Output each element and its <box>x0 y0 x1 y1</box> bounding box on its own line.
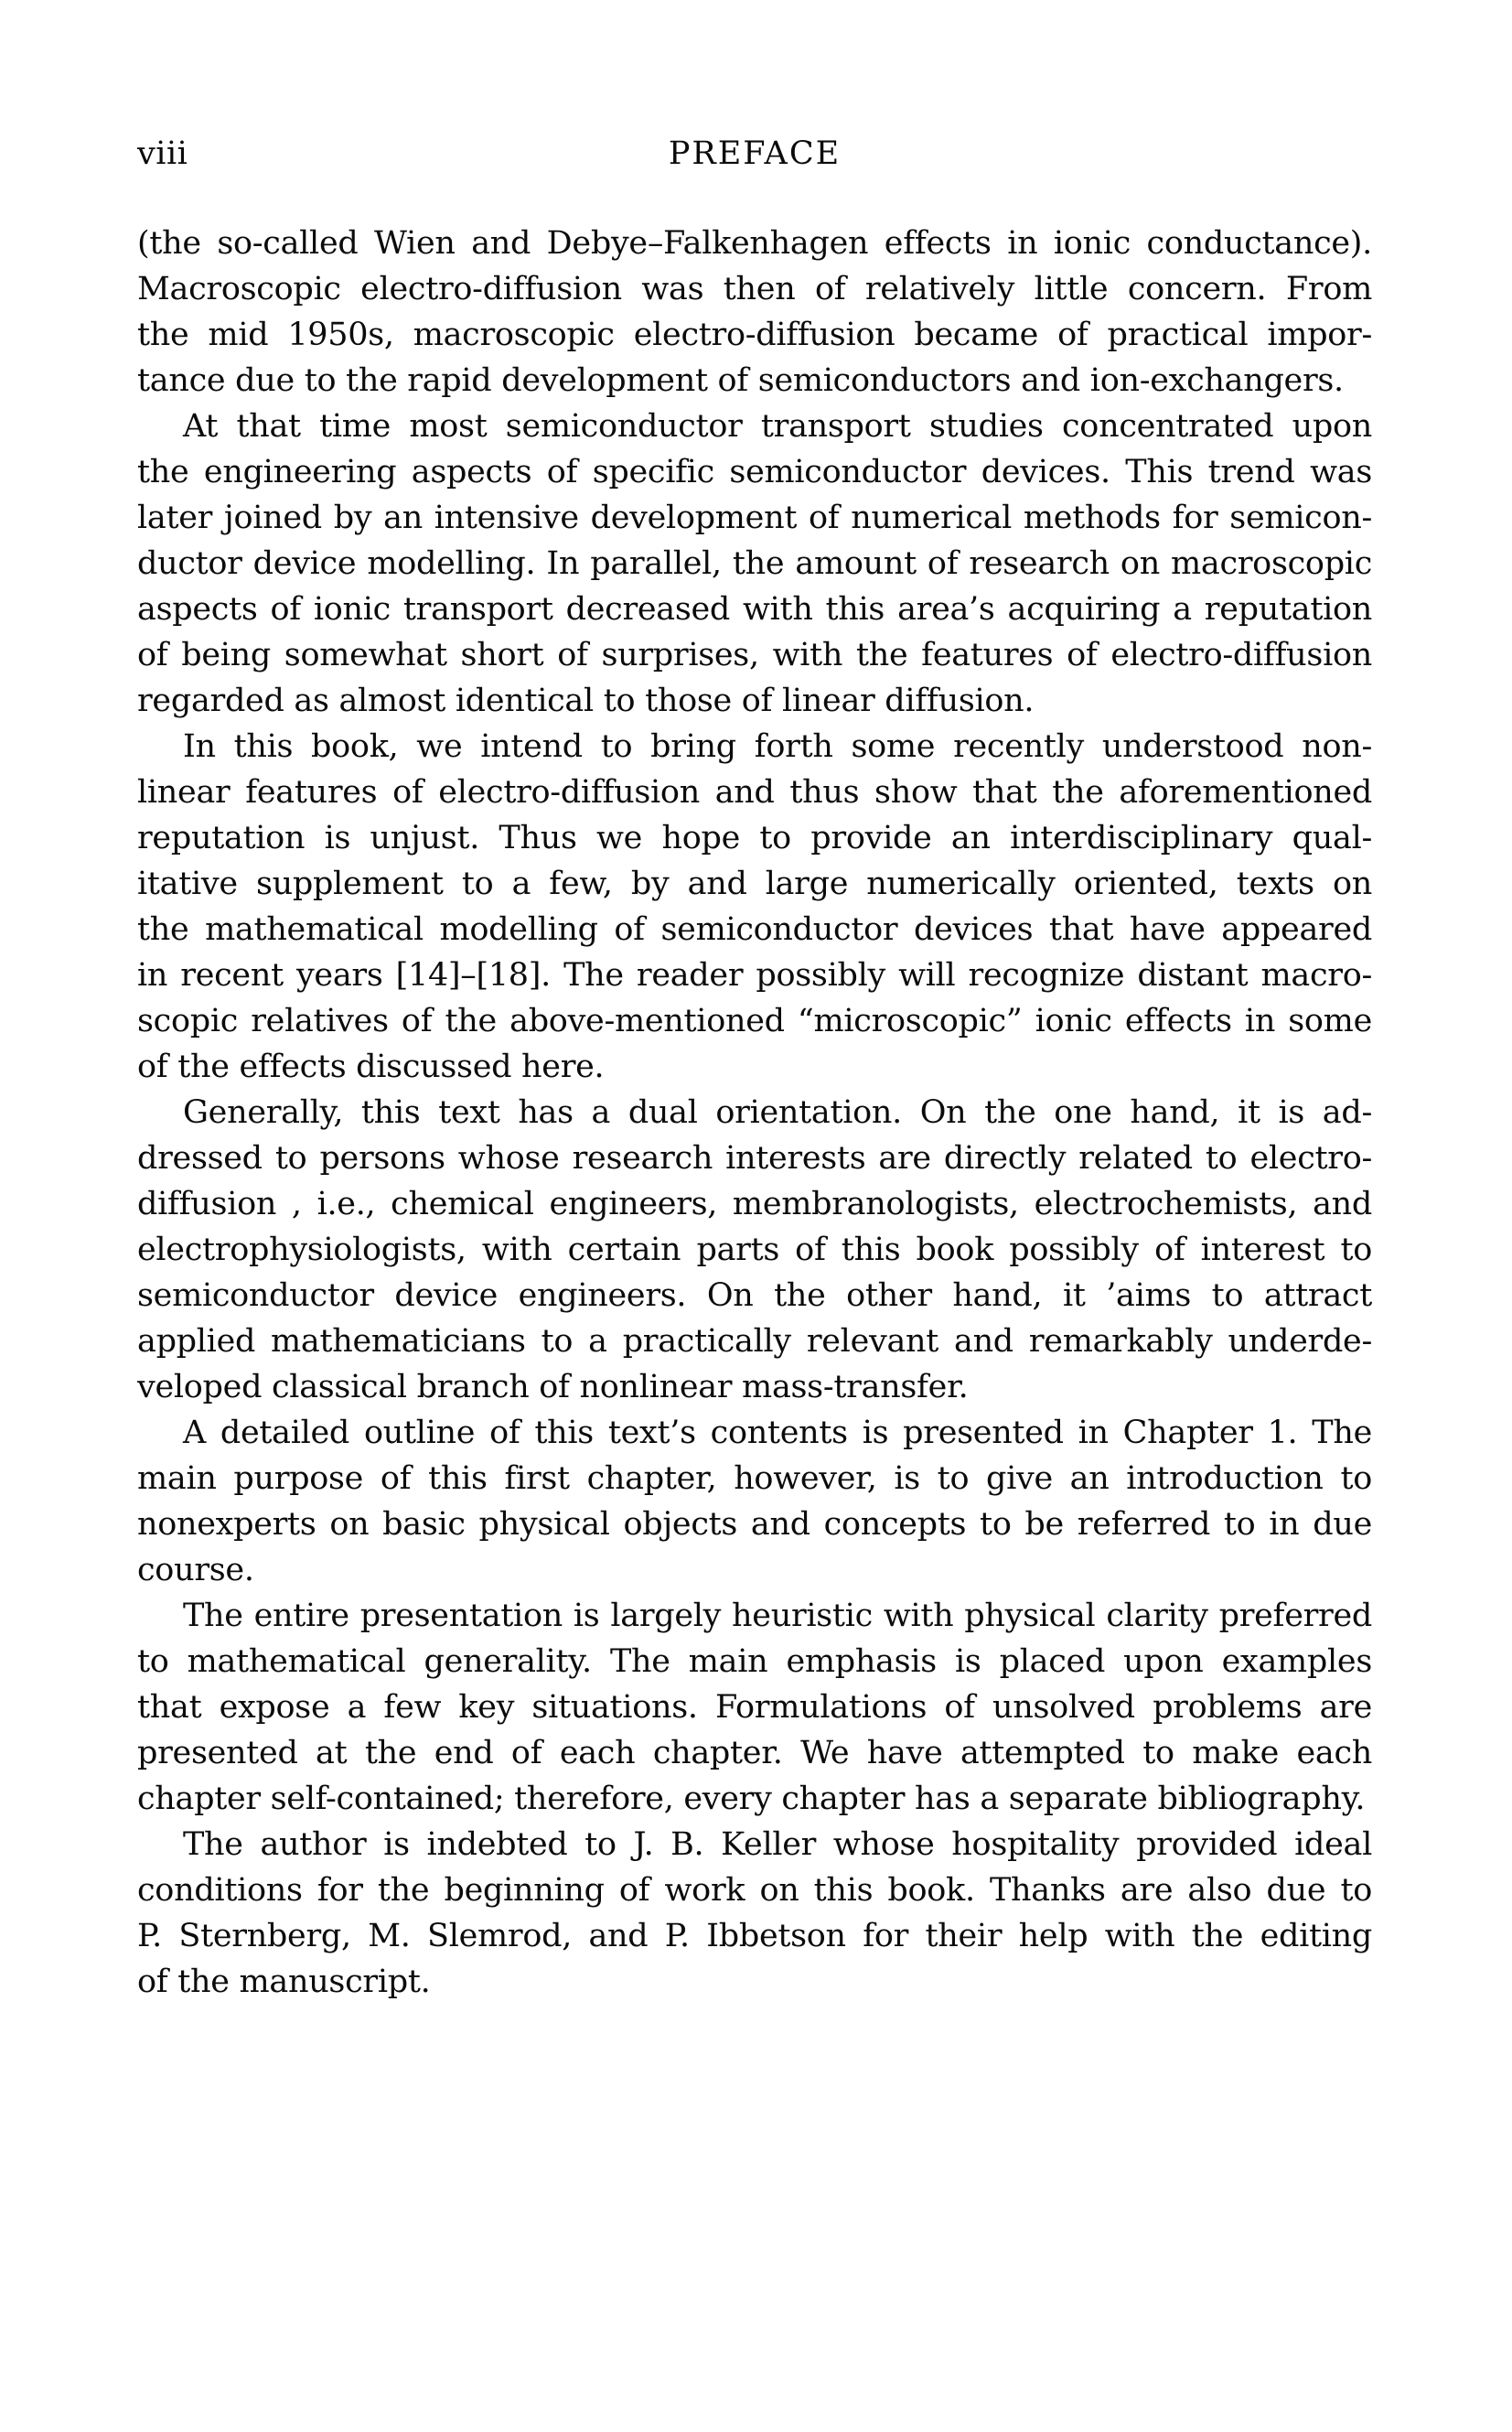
text-line: tance due to the rapid development of semiconductors and ion-exchangers. <box>137 362 1344 399</box>
page-number: viii <box>137 135 188 172</box>
text-line: presented at the end of each chapter. We have attempted to make each <box>137 1735 1372 1771</box>
text-line: the engineering aspects of specific semiconductor devices. This trend was <box>137 454 1372 490</box>
text-line: (the so-called Wien and Debye–Falkenhagen effects in ionic conductance). <box>137 225 1372 262</box>
paragraph <box>137 724 1372 1090</box>
text-line: the mid 1950s, macroscopic electro-diffusion became of practical impor- <box>137 317 1372 353</box>
text-line: The author is indebted to J. B. Keller whose hospitality provided ideal <box>183 1826 1372 1863</box>
text-line: ductor device modelling. In parallel, the amount of research on macroscopic <box>137 545 1372 582</box>
text-line: veloped classical branch of nonlinear mass-transfer. <box>137 1369 969 1405</box>
text-line: dressed to persons whose research interests are directly related to electro- <box>137 1140 1372 1177</box>
text-line: in recent years [14]–[18]. The reader possibly will recognize distant macro- <box>137 957 1372 994</box>
text-line: P. Sternberg, M. Slemrod, and P. Ibbetson for their help with the editing <box>137 1918 1372 1954</box>
running-header <box>137 132 1372 176</box>
text-line: reputation is unjust. Thus we hope to provide an interdisciplinary qual- <box>137 820 1372 856</box>
paragraph <box>137 1410 1372 1593</box>
text-line: nonexperts on basic physical objects and concepts to be referred to in due <box>137 1506 1372 1543</box>
text-line: electrophysiologists, with certain parts of this book possibly of interest to <box>137 1232 1372 1268</box>
text-line: main purpose of this first chapter, however, is to give an introduction to <box>137 1460 1372 1497</box>
text-line: to mathematical generality. The main emphasis is placed upon examples <box>137 1643 1372 1680</box>
text-line: diffusion , i.e., chemical engineers, membranologists, electrochemists, and <box>137 1186 1372 1222</box>
text-line: A detailed outline of this text’s contents is presented in Chapter 1. The <box>183 1415 1372 1451</box>
text-line: of the manuscript. <box>137 1964 431 2000</box>
text-line: linear features of electro-diffusion and thus show that the aforementioned <box>137 774 1372 811</box>
text-line: conditions for the beginning of work on this book. Thanks are also due to <box>137 1872 1372 1909</box>
page-header-title: PREFACE <box>668 135 842 172</box>
paragraph <box>137 404 1372 724</box>
text-line: At that time most semiconductor transport studies concentrated upon <box>183 408 1372 445</box>
text-line: Generally, this text has a dual orientation. On the one hand, it is ad- <box>183 1094 1372 1131</box>
text-line: The entire presentation is largely heuristic with physical clarity preferred <box>183 1598 1372 1634</box>
paragraph <box>137 221 1372 404</box>
text-line: regarded as almost identical to those of linear diffusion. <box>137 683 1035 719</box>
text-line: Macroscopic electro-diffusion was then of relatively little concern. From <box>137 271 1372 307</box>
text-line: aspects of ionic transport decreased with this area’s acquiring a reputation <box>137 591 1372 628</box>
text-line: that expose a few key situations. Formulations of unsolved problems are <box>137 1689 1372 1726</box>
text-line: of being somewhat short of surprises, with the features of electro-diffusion <box>137 637 1372 673</box>
text-line: later joined by an intensive development of numerical methods for semicon- <box>137 500 1372 536</box>
text-line: the mathematical modelling of semiconductor devices that have appeared <box>137 911 1372 948</box>
paragraph <box>137 1822 1372 2005</box>
paragraph <box>137 1593 1372 1822</box>
preface-body <box>137 221 1372 2005</box>
paragraph <box>137 1090 1372 1410</box>
text-line: itative supplement to a few, by and large numerically oriented, texts on <box>137 866 1372 902</box>
text-line: semiconductor device engineers. On the other hand, it ’aims to attract <box>137 1277 1372 1314</box>
text-line: chapter self-contained; therefore, every chapter has a separate bibliography. <box>137 1781 1366 1817</box>
text-line: course. <box>137 1552 254 1588</box>
text-line: of the effects discussed here. <box>137 1049 605 1085</box>
text-line: scopic relatives of the above-mentioned “microscopic” ionic effects in some <box>137 1003 1372 1039</box>
text-line: In this book, we intend to bring forth some recently understood non- <box>183 728 1372 765</box>
text-line: applied mathematicians to a practically relevant and remarkably underde- <box>137 1323 1372 1360</box>
